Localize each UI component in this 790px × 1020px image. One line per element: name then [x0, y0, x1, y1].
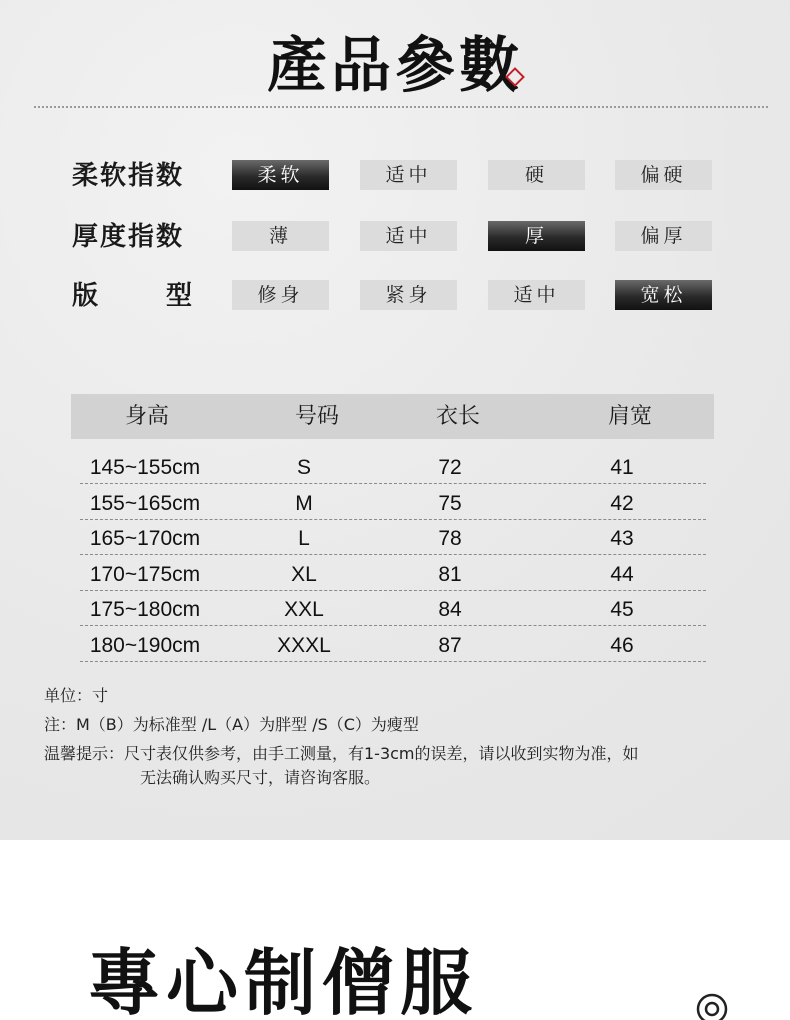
- attr-label: 厚度指数: [72, 222, 185, 252]
- attr-label-char: 版: [72, 281, 99, 311]
- table-row: [80, 485, 706, 520]
- header-size: 号码: [294, 404, 339, 429]
- table-cell: 165~170cm: [89, 527, 201, 551]
- table-cell: 155~165cm: [89, 491, 201, 515]
- table-cell: XXL: [284, 598, 324, 622]
- option-tight: 紧身: [360, 280, 457, 310]
- circle-badge-icon: [696, 993, 728, 1020]
- table-cell: 72: [438, 456, 462, 479]
- table-cell: XXXL: [277, 634, 331, 657]
- table-row: [80, 556, 706, 591]
- table-cell: 84: [438, 598, 462, 622]
- attr-row-softness: [72, 160, 732, 192]
- divider: [34, 106, 768, 108]
- header-length: 衣长: [435, 404, 480, 429]
- table-cell: M: [295, 491, 313, 515]
- table-row: [80, 627, 706, 662]
- table-cell: 46: [610, 634, 634, 657]
- table-cell: S: [296, 456, 311, 479]
- attr-row-fit: [72, 280, 732, 312]
- unit-note: 单位：寸: [44, 686, 109, 705]
- attr-label: 柔软指数: [72, 161, 185, 191]
- option-thick: 厚: [488, 221, 585, 251]
- table-cell: 43: [610, 527, 634, 551]
- option-medium: 适中: [488, 280, 585, 310]
- table-row: [80, 520, 706, 555]
- option-loose: 宽松: [615, 280, 712, 310]
- brand-slogan: 專心制僧服: [88, 940, 479, 1020]
- option-medium: 适中: [360, 160, 457, 190]
- table-cell: 44: [610, 562, 634, 586]
- option-thin: 薄: [232, 221, 329, 251]
- table-cell: 75: [438, 491, 462, 515]
- table-cell: 45: [610, 598, 634, 622]
- attr-label: [72, 280, 192, 312]
- option-soft: 柔软: [232, 160, 329, 190]
- option-hard: 硬: [488, 160, 585, 190]
- table-cell: 180~190cm: [89, 634, 201, 657]
- table-cell: 145~155cm: [89, 456, 201, 479]
- table-cell: 87: [438, 634, 462, 657]
- page-title: 產品參數: [267, 31, 523, 101]
- header-height: 身高: [124, 404, 169, 429]
- table-cell: 42: [610, 491, 634, 515]
- table-cell: 81: [438, 562, 462, 586]
- attr-label-char: 型: [165, 281, 192, 311]
- tip-note-line1: 温馨提示：尺寸表仅供参考，由手工测量，有1-3cm的误差，请以收到实物为准，如: [44, 744, 639, 763]
- option-medium: 适中: [360, 221, 457, 251]
- header-shoulder: 肩宽: [607, 404, 652, 429]
- table-cell: 170~175cm: [89, 562, 201, 586]
- option-rather-hard: 偏硬: [615, 160, 712, 190]
- table-cell: 78: [438, 527, 462, 551]
- size-table-header: [71, 394, 714, 439]
- attr-row-thickness: [72, 221, 732, 253]
- table-cell: L: [298, 527, 310, 551]
- fit-note: 注：M（B）为标准型 /L（A）为胖型 /S（C）为瘦型: [44, 715, 419, 734]
- table-row: [80, 591, 706, 626]
- table-cell: 41: [610, 456, 634, 479]
- table-row: [80, 449, 706, 484]
- option-rather-thick: 偏厚: [615, 221, 712, 251]
- option-slim: 修身: [232, 280, 329, 310]
- table-cell: 175~180cm: [89, 598, 201, 622]
- tip-note-line2: 无法确认购买尺寸，请咨询客服。: [140, 768, 381, 787]
- table-cell: XL: [291, 562, 317, 586]
